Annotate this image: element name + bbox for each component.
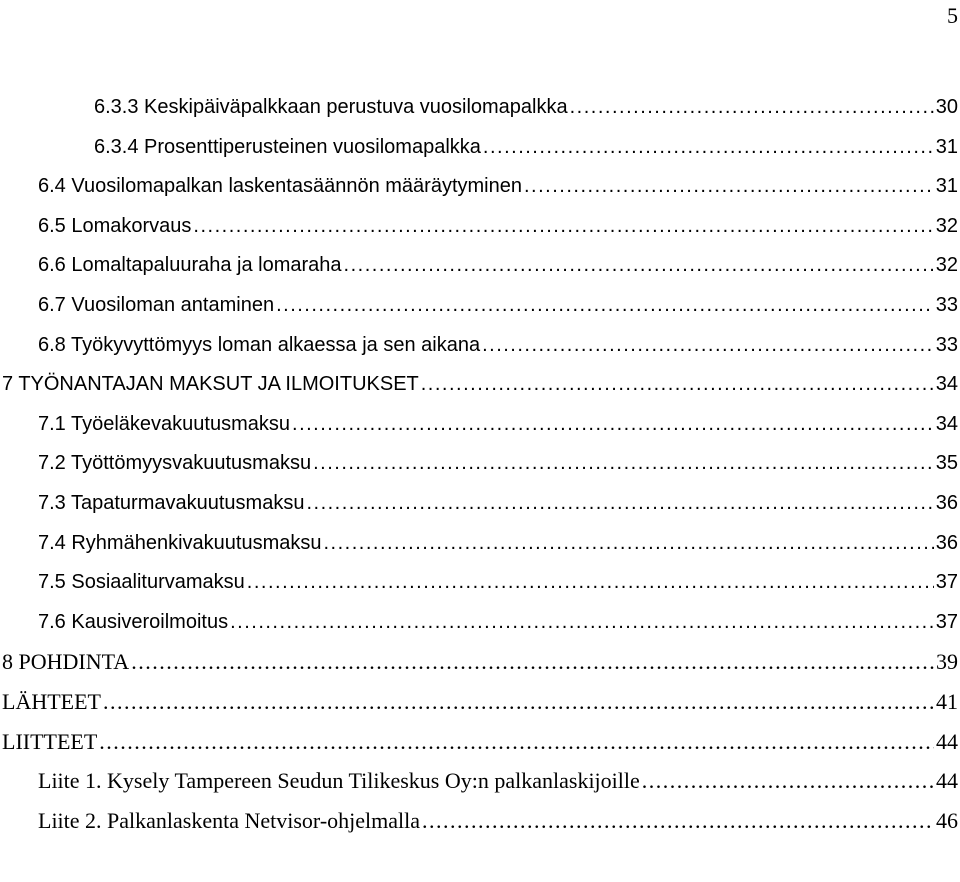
toc-entry[interactable] [0,563,960,603]
toc-entry-page-number: 36 [935,491,958,514]
toc-entry-page-number: 44 [936,728,958,754]
dot-leader [524,167,934,207]
dot-leader [103,682,934,722]
toc-entry-title: 6.8 Työkyvyttömyys loman alkaessa ja sen aikana [38,333,481,356]
dot-leader [421,365,934,405]
toc-entry[interactable] [0,444,960,484]
toc-entry-title: 6.3.3 Keskipäiväpalkkaan perustuva vuosilomapalkka [94,96,568,118]
toc-entry-page-number: 33 [935,293,958,316]
dot-leader [99,722,934,762]
toc-entry-page-number: 31 [935,135,958,158]
toc-entry-page-number: 30 [935,96,958,118]
toc-entry-page-number: 37 [935,610,958,633]
toc-entry-page-number: 44 [936,768,958,794]
dot-leader [570,88,934,128]
toc-entry[interactable] [0,405,960,445]
dot-leader [483,128,934,168]
dot-leader [482,326,934,366]
dot-leader [230,603,934,643]
toc-entry-title: 6.7 Vuosiloman antaminen [38,293,275,316]
toc-entry[interactable] [0,246,960,286]
toc-entry-page-number: 35 [935,452,958,475]
table-of-contents [0,88,960,840]
toc-entry[interactable] [0,326,960,366]
toc-entry-page-number: 33 [935,333,958,356]
toc-entry-page-number: 39 [936,649,958,675]
toc-entry[interactable] [0,642,960,682]
toc-entry-page-number: 32 [935,254,958,277]
toc-entry-title: 7 TYÖNANTAJAN MAKSUT JA ILMOITUKSET [2,373,419,396]
toc-entry[interactable] [0,365,960,405]
dot-leader [323,524,933,564]
toc-entry-title: LIITTEET [2,728,98,754]
toc-entry-title: 7.6 Kausiveroilmoitus [38,610,229,633]
toc-entry-page-number: 41 [936,688,958,714]
toc-entry-page-number: 37 [935,571,958,594]
toc-entry[interactable] [0,761,960,801]
toc-entry[interactable] [0,88,960,128]
page-number: 5 [947,3,958,28]
toc-entry-page-number: 46 [936,807,958,833]
toc-entry-title: LÄHTEET [2,688,101,714]
toc-entry-title: 7.3 Tapaturmavakuutusmaksu [38,491,305,514]
dot-leader [313,444,934,484]
toc-entry-title: 8 POHDINTA [2,649,130,675]
toc-entry-title: 6.3.4 Prosenttiperusteinen vuosilomapalkka [94,135,481,158]
dot-leader [422,801,934,841]
dot-leader [131,642,934,682]
toc-entry-title: 7.4 Ryhmähenkivakuutusmaksu [38,531,322,554]
toc-entry[interactable] [0,286,960,326]
toc-entry[interactable] [0,682,960,722]
toc-entry[interactable] [0,484,960,524]
toc-entry-title: Liite 2. Palkanlaskenta Netvisor-ohjelmalla [38,807,421,833]
toc-entry-page-number: 34 [935,373,958,396]
toc-entry[interactable] [0,524,960,564]
toc-entry-title: Liite 1. Kysely Tampereen Seudun Tilikeskus Oy:n palkanlaskijoille [38,768,640,794]
dot-leader [642,761,934,801]
toc-entry[interactable] [0,722,960,762]
toc-entry[interactable] [0,128,960,168]
toc-entry-page-number: 34 [935,412,958,435]
toc-entry-title: 7.1 Työeläkevakuutusmaksu [38,412,291,435]
toc-entry[interactable] [0,801,960,841]
toc-entry-title: 7.5 Sosiaaliturvamaksu [38,571,245,594]
toc-entry-title: 7.2 Työttömyysvakuutusmaksu [38,452,312,475]
dot-leader [247,563,934,603]
toc-entry[interactable] [0,207,960,247]
dot-leader [193,207,933,247]
toc-entry[interactable] [0,167,960,207]
toc-entry-title: 6.5 Lomakorvaus [38,214,192,237]
dot-leader [276,286,934,326]
toc-entry-title: 6.6 Lomaltapaluuraha ja lomaraha [38,254,342,277]
dot-leader [344,246,934,286]
toc-entry-page-number: 32 [935,214,958,237]
toc-entry-title: 6.4 Vuosilomapalkan laskentasäännön määräytyminen [38,175,522,198]
toc-entry-page-number: 36 [935,531,958,554]
dot-leader [292,405,934,445]
toc-entry-page-number: 31 [935,175,958,198]
toc-entry[interactable] [0,603,960,643]
dot-leader [306,484,933,524]
